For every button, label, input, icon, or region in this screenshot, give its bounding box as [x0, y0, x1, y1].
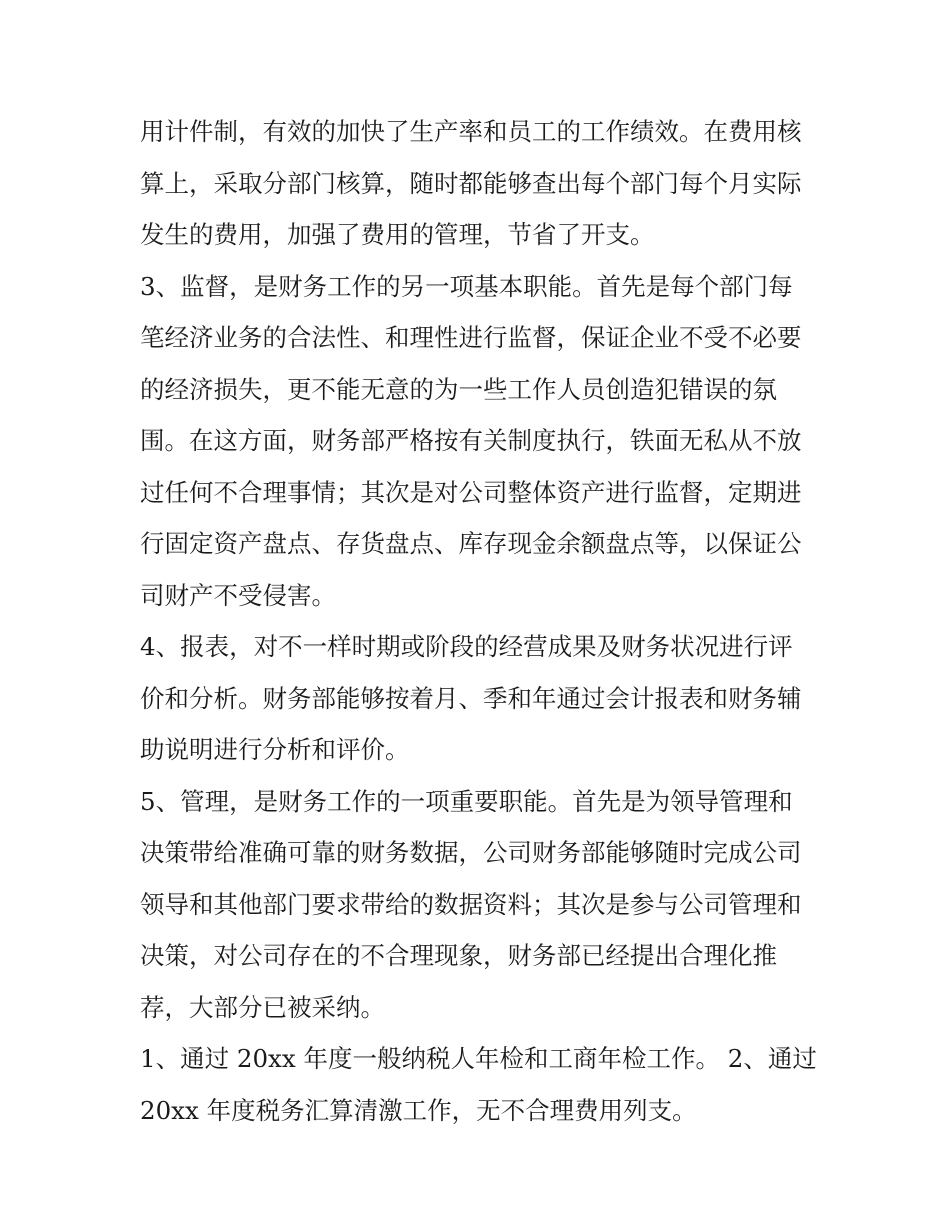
text-line: 用计件制，有效的加快了生产率和员工的工作绩效。在费用核 — [140, 117, 802, 146]
text-line: 20xx 年度税务汇算清激工作，无不合理费用列支。 — [140, 1095, 697, 1125]
text-line: 笔经济业务的合法性、和理性进行监督，保证企业不受不必要 — [140, 323, 802, 352]
document-body — [140, 106, 820, 1136]
text-line: 领导和其他部门要求带给的数据资料；其次是参与公司管理和 — [140, 889, 802, 919]
text-line: 3、监督，是财务工作的另一项基本职能。首先是每个部门每 — [140, 271, 793, 301]
text-line: 助说明进行分析和评价。 — [140, 735, 410, 764]
text-line: 算上，采取分部门核算，随时都能够查出每个部门每个月实际 — [140, 168, 802, 198]
text-line: 行固定资产盘点、存货盘点、库存现金余额盘点等，以保证公 — [140, 529, 802, 558]
text-line: 决策带给准确可靠的财务数据，公司财务部能够随时完成公司 — [140, 838, 802, 867]
text-line: 的经济损失，更不能无意的为一些工作人员创造犯错误的氛 — [140, 374, 777, 404]
text-line: 1、通过 20xx 年度一般纳税人年检和工商年检工作。 2、通过 — [140, 1044, 817, 1073]
text-line: 过任何不合理事情；其次是对公司整体资产进行监督，定期进 — [140, 477, 802, 507]
text-line: 发生的费用，加强了费用的管理，节省了开支。 — [140, 220, 655, 249]
text-line: 荐，大部分已被采纳。 — [140, 992, 385, 1022]
text-line: 司财产不受侵害。 — [140, 580, 336, 610]
text-line: 5、管理，是财务工作的一项重要职能。首先是为领导管理和 — [140, 786, 793, 816]
text-line: 围。在这方面，财务部严格按有关制度执行，铁面无私从不放 — [140, 426, 802, 455]
text-line: 4、报表，对不一样时期或阶段的经营成果及财务状况进行评 — [140, 632, 793, 661]
text-line: 决策，对公司存在的不合理现象，财务部已经提出合理化推 — [140, 941, 777, 970]
text-line: 价和分析。财务部能够按着月、季和年通过会计报表和财务辅 — [140, 683, 802, 713]
